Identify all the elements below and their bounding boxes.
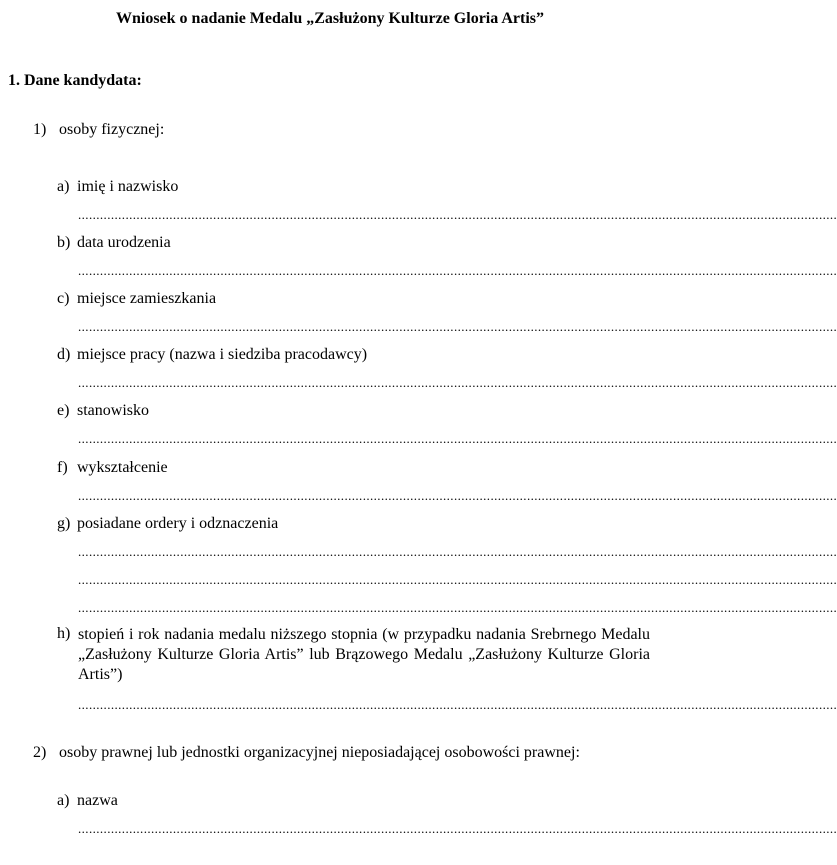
item-label: data urodzenia bbox=[77, 234, 171, 251]
item-label: stanowisko bbox=[77, 402, 149, 419]
item-label: posiadane ordery i odznaczenia bbox=[77, 515, 279, 532]
fill-line-workplace[interactable]: ................................................................................................................................................................................................................ bbox=[78, 375, 837, 390]
fill-line-name[interactable]: ................................................................................................................................................................................................................ bbox=[78, 821, 837, 836]
item-label: wykształcenie bbox=[77, 459, 168, 476]
item-letter: a) bbox=[57, 178, 70, 195]
item-letter: a) bbox=[57, 792, 70, 809]
item-letter: g) bbox=[57, 515, 71, 532]
document-title: Wniosek o nadanie Medalu „Zasłużony Kulturze Gloria Artis” bbox=[115, 10, 545, 27]
subsection-legal-person bbox=[33, 744, 580, 762]
item-letter: d) bbox=[57, 346, 71, 363]
item-label: miejsce pracy (nazwa i siedziba pracodawcy) bbox=[77, 346, 368, 363]
fill-line-lower-medal[interactable]: ................................................................................................................................................................................................................ bbox=[78, 697, 837, 712]
subsection-natural-person bbox=[33, 121, 164, 139]
fill-line-orders-3[interactable]: ................................................................................................................................................................................................................ bbox=[78, 600, 837, 615]
field-label-birth-date bbox=[57, 234, 171, 252]
section-candidate-data: 1. Dane kandydata: bbox=[8, 72, 142, 89]
fill-line-birth-date[interactable]: ................................................................................................................................................................................................................ bbox=[78, 263, 837, 278]
field-label-lower-medal bbox=[57, 625, 650, 685]
item-label: miejsce zamieszkania bbox=[77, 290, 217, 307]
item-label: stopień i rok nadania medalu niższego stopnia (w przypadku nadania Srebrnego Medalu „Zasłużony Kulturze Gloria Artis” lub Brązowego Medalu „Zasłużony Kulturze Gloria Artis”) bbox=[78, 626, 650, 683]
field-label-orders-decorations bbox=[57, 515, 278, 533]
item-letter: f) bbox=[57, 459, 68, 476]
item-letter: b) bbox=[57, 234, 71, 251]
field-label-residence bbox=[57, 290, 216, 308]
field-label-name bbox=[57, 792, 118, 810]
fill-line-position[interactable]: ................................................................................................................................................................................................................ bbox=[78, 431, 837, 446]
fill-line-orders-1[interactable]: ................................................................................................................................................................................................................ bbox=[78, 544, 837, 559]
item-label: nazwa bbox=[77, 792, 118, 809]
subsection-number: 1) bbox=[33, 121, 47, 138]
item-label: imię i nazwisko bbox=[77, 178, 179, 195]
fill-line-education[interactable]: ................................................................................................................................................................................................................ bbox=[78, 488, 837, 503]
field-label-education bbox=[57, 459, 168, 477]
fill-line-orders-2[interactable]: ................................................................................................................................................................................................................ bbox=[78, 572, 837, 587]
field-label-position bbox=[57, 402, 149, 420]
item-letter: c) bbox=[57, 290, 70, 307]
subsection-number: 2) bbox=[33, 744, 47, 761]
field-label-workplace bbox=[57, 346, 367, 364]
subsection-label: osoby prawnej lub jednostki organizacyjnej nieposiadającej osobowości prawnej: bbox=[59, 744, 580, 761]
fill-line-full-name[interactable]: ................................................................................................................................................................................................................ bbox=[78, 207, 837, 222]
field-label-full-name bbox=[57, 178, 178, 196]
fill-line-residence[interactable]: ................................................................................................................................................................................................................ bbox=[78, 319, 837, 334]
item-letter: e) bbox=[57, 402, 70, 419]
subsection-label: osoby fizycznej: bbox=[59, 121, 165, 138]
item-letter: h) bbox=[57, 625, 71, 642]
